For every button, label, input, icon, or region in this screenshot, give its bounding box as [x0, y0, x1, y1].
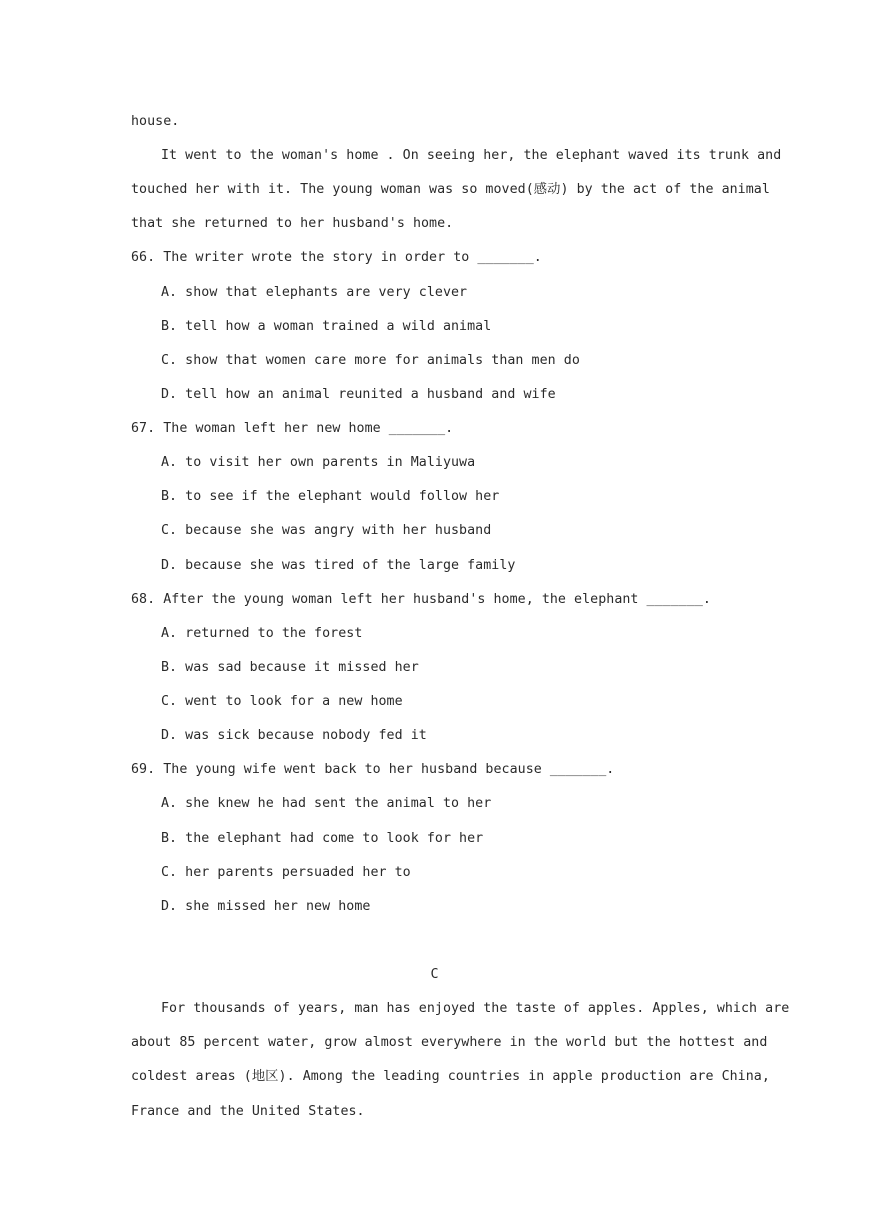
question-66-option-d: D. tell how an animal reunited a husband and wife [161, 387, 556, 402]
question-68-option-b: B. was sad because it missed her [161, 660, 419, 675]
question-68-option-d: D. was sick because nobody fed it [161, 728, 427, 743]
passage-c-text-line: about 85 percent water, grow almost everywhere in the world but the hottest and [131, 1035, 768, 1050]
question-68-option-c: C. went to look for a new home [161, 694, 403, 709]
question-69-option-c: C. her parents persuaded her to [161, 865, 411, 880]
question-66-option-b: B. tell how a woman trained a wild animal [161, 319, 492, 334]
question-68-stem: 68. After the young woman left her husband's home, the elephant _______. [131, 592, 711, 607]
passage-b-text-line: touched her with it. The young woman was so moved(感动) by the act of the animal [131, 182, 770, 197]
question-67-option-d: D. because she was tired of the large family [161, 558, 516, 573]
question-67-option-a: A. to visit her own parents in Maliyuwa [161, 455, 476, 470]
question-67-stem: 67. The woman left her new home _______. [131, 421, 454, 436]
question-69-option-b: B. the elephant had come to look for her [161, 831, 484, 846]
passage-c-text-line: For thousands of years, man has enjoyed the taste of apples. Apples, which are [161, 1001, 790, 1016]
question-67-option-c: C. because she was angry with her husband [161, 523, 492, 538]
passage-b-text-line: that she returned to her husband's home. [131, 216, 454, 231]
question-66-option-a: A. show that elephants are very clever [161, 285, 468, 300]
passage-b-text-line: It went to the woman's home . On seeing her, the elephant waved its trunk and [161, 148, 782, 163]
question-68-option-a: A. returned to the forest [161, 626, 363, 641]
passage-c-text-line: coldest areas (地区). Among the leading countries in apple production are China, [131, 1069, 770, 1084]
section-c-heading: C [430, 967, 439, 982]
question-69-option-d: D. she missed her new home [161, 899, 371, 914]
question-66-option-c: C. show that women care more for animals than men do [161, 353, 580, 368]
question-67-option-b: B. to see if the elephant would follow her [161, 489, 500, 504]
passage-b-text-line: house. [131, 114, 180, 129]
question-69-option-a: A. she knew he had sent the animal to her [161, 796, 492, 811]
question-69-stem: 69. The young wife went back to her husband because _______. [131, 762, 615, 777]
question-66-stem: 66. The writer wrote the story in order to _______. [131, 250, 542, 265]
passage-c-text-line: France and the United States. [131, 1104, 365, 1119]
